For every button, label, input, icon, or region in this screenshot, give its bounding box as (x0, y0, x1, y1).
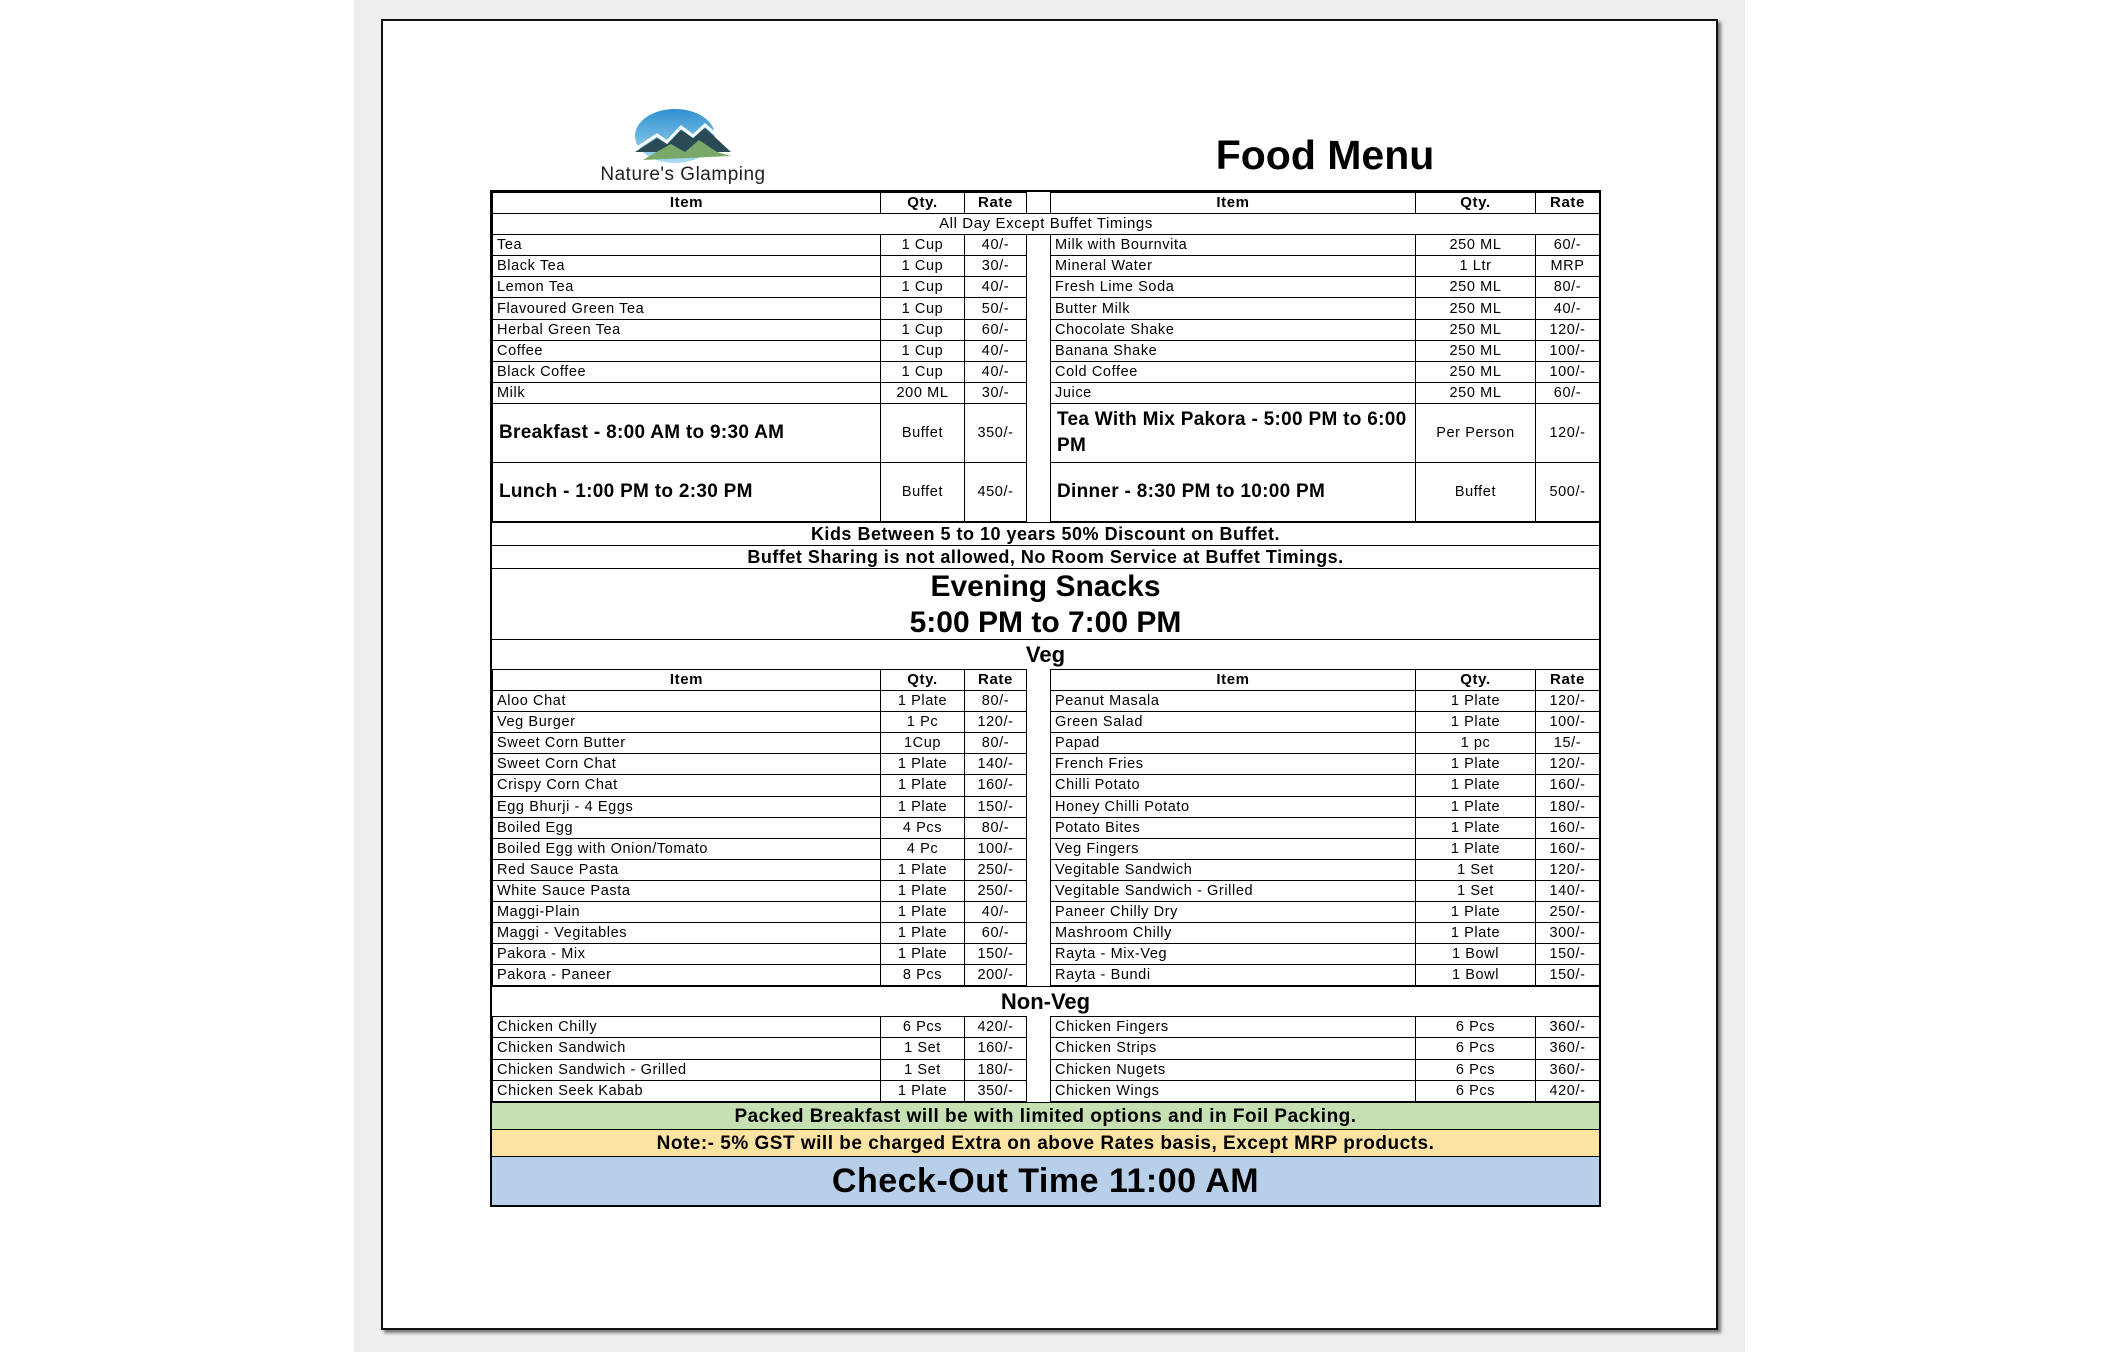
nonveg-section-title: Non-Veg (492, 986, 1599, 1016)
menu-table (490, 190, 1601, 1207)
item-qty: 1 pc (1416, 733, 1536, 754)
menu-row (493, 1080, 1600, 1101)
menu-row (493, 733, 1600, 754)
menu-row (493, 965, 1600, 986)
column-gap (1027, 944, 1051, 965)
item-rate: 100/- (1536, 340, 1600, 361)
item-rate: 420/- (1536, 1080, 1600, 1101)
nonveg-table (492, 1016, 1600, 1101)
item-rate: 350/- (965, 403, 1027, 462)
column-gap (1027, 256, 1051, 277)
page-title: Food Menu (1215, 132, 1435, 178)
mountain-logo-icon (633, 108, 733, 164)
item-name: Chicken Wings (1051, 1080, 1416, 1101)
veg-section-title: Veg (492, 639, 1599, 669)
item-rate: 250/- (1536, 901, 1600, 922)
item-name: Breakfast - 8:00 AM to 9:30 AM (493, 403, 881, 462)
item-rate: 160/- (1536, 838, 1600, 859)
item-name: Lemon Tea (493, 277, 881, 298)
column-gap (1027, 965, 1051, 986)
item-qty: 1 Plate (881, 944, 965, 965)
item-qty: 250 ML (1416, 382, 1536, 403)
item-name: Chicken Strips (1051, 1038, 1416, 1059)
menu-row (493, 859, 1600, 880)
item-name: Honey Chilli Potato (1051, 796, 1416, 817)
header-item: Item (493, 193, 881, 214)
item-name: Butter Milk (1051, 298, 1416, 319)
item-name: White Sauce Pasta (493, 880, 881, 901)
item-rate: 120/- (1536, 403, 1600, 462)
item-qty: Buffet (1416, 462, 1536, 521)
item-name: Black Coffee (493, 361, 881, 382)
column-gap (1027, 901, 1051, 922)
menu-row (493, 235, 1600, 256)
item-name: Pakora - Paneer (493, 965, 881, 986)
column-gap (1027, 796, 1051, 817)
item-rate: 120/- (1536, 691, 1600, 712)
column-gap (1027, 859, 1051, 880)
item-name: Rayta - Mix-Veg (1051, 944, 1416, 965)
column-gap (1027, 880, 1051, 901)
item-name: Maggi-Plain (493, 901, 881, 922)
item-qty: 4 Pcs (881, 817, 965, 838)
item-rate: 150/- (965, 796, 1027, 817)
item-name: Milk with Bournvita (1051, 235, 1416, 256)
item-qty: 1 Plate (1416, 901, 1536, 922)
item-name: Egg Bhurji - 4 Eggs (493, 796, 881, 817)
item-rate: MRP (1536, 256, 1600, 277)
item-name: Vegitable Sandwich (1051, 859, 1416, 880)
menu-row (493, 901, 1600, 922)
item-name: Chicken Sandwich (493, 1038, 881, 1059)
item-name: Mineral Water (1051, 256, 1416, 277)
column-gap (1027, 1038, 1051, 1059)
item-qty: 1 Plate (881, 923, 965, 944)
header-item: Item (1051, 193, 1416, 214)
brand-name: Nature's Glamping (600, 164, 766, 185)
column-gap (1027, 340, 1051, 361)
menu-row (493, 923, 1600, 944)
item-qty: 250 ML (1416, 319, 1536, 340)
item-qty: 1 Cup (881, 277, 965, 298)
item-name: Lunch - 1:00 PM to 2:30 PM (493, 462, 881, 521)
item-qty: 1 Set (1416, 880, 1536, 901)
gst-note: Note:- 5% GST will be charged Extra on above Rates basis, Except MRP products. (492, 1129, 1599, 1156)
item-name: Chicken Nugets (1051, 1059, 1416, 1080)
item-qty: 250 ML (1416, 277, 1536, 298)
item-rate: 60/- (1536, 382, 1600, 403)
menu-row (493, 817, 1600, 838)
item-name: Milk (493, 382, 881, 403)
item-rate: 120/- (965, 712, 1027, 733)
item-name: Coffee (493, 340, 881, 361)
item-qty: 1 Plate (881, 691, 965, 712)
item-rate: 40/- (965, 277, 1027, 298)
column-gap (1027, 403, 1051, 462)
menu-row (493, 361, 1600, 382)
item-rate: 160/- (1536, 817, 1600, 838)
column-gap (1027, 298, 1051, 319)
header-rate: Rate (1536, 669, 1600, 690)
item-name: Mashroom Chilly (1051, 923, 1416, 944)
item-qty: 1 Set (881, 1038, 965, 1059)
item-name: Paneer Chilly Dry (1051, 901, 1416, 922)
veg-table (492, 669, 1600, 986)
item-rate: 150/- (965, 944, 1027, 965)
item-name: French Fries (1051, 754, 1416, 775)
item-rate: 250/- (965, 880, 1027, 901)
column-gap (1027, 923, 1051, 944)
item-qty: 1 Plate (881, 1080, 965, 1101)
item-rate: 150/- (1536, 944, 1600, 965)
menu-row (493, 462, 1600, 521)
item-rate: 250/- (965, 859, 1027, 880)
item-qty: 1 Cup (881, 256, 965, 277)
checkout-time: Check-Out Time 11:00 AM (492, 1156, 1599, 1205)
item-qty: 1 Cup (881, 361, 965, 382)
column-gap (1027, 462, 1051, 521)
column-gap (1027, 277, 1051, 298)
header-item: Item (1051, 669, 1416, 690)
item-qty: 1 Plate (881, 754, 965, 775)
item-name: Boiled Egg with Onion/Tomato (493, 838, 881, 859)
item-qty: 1 Cup (881, 235, 965, 256)
menu-row (493, 838, 1600, 859)
item-rate: 15/- (1536, 733, 1600, 754)
header-rate: Rate (965, 193, 1027, 214)
header-qty: Qty. (1416, 669, 1536, 690)
item-qty: 1 Cup (881, 298, 965, 319)
evening-snacks-header (492, 568, 1599, 639)
item-rate: 40/- (965, 901, 1027, 922)
item-rate: 120/- (1536, 859, 1600, 880)
item-qty: 1 Plate (1416, 838, 1536, 859)
item-rate: 60/- (1536, 235, 1600, 256)
column-gap (1027, 838, 1051, 859)
item-rate: 60/- (965, 319, 1027, 340)
item-qty: 1 Bowl (1416, 944, 1536, 965)
item-rate: 500/- (1536, 462, 1600, 521)
menu-row (493, 340, 1600, 361)
item-qty: 6 Pcs (881, 1017, 965, 1038)
item-rate: 60/- (965, 923, 1027, 944)
item-qty: 1 Ltr (1416, 256, 1536, 277)
item-rate: 120/- (1536, 319, 1600, 340)
item-qty: Buffet (881, 403, 965, 462)
item-name: Peanut Masala (1051, 691, 1416, 712)
item-qty: 1 Plate (1416, 754, 1536, 775)
menu-row (493, 1038, 1600, 1059)
item-qty: 1 Plate (1416, 796, 1536, 817)
menu-row (493, 256, 1600, 277)
item-rate: 40/- (965, 340, 1027, 361)
item-qty: 200 ML (881, 382, 965, 403)
column-gap (1027, 1059, 1051, 1080)
snacks-time: 5:00 PM to 7:00 PM (909, 605, 1182, 639)
item-rate: 350/- (965, 1080, 1027, 1101)
item-rate: 100/- (1536, 712, 1600, 733)
column-gap (1027, 235, 1051, 256)
menu-row (493, 382, 1600, 403)
item-qty: 1 Cup (881, 340, 965, 361)
column-gap (1027, 733, 1051, 754)
item-name: Crispy Corn Chat (493, 775, 881, 796)
column-gap (1027, 754, 1051, 775)
menu-row (493, 1059, 1600, 1080)
item-rate: 300/- (1536, 923, 1600, 944)
item-rate: 30/- (965, 382, 1027, 403)
item-rate: 100/- (1536, 361, 1600, 382)
item-name: Tea (493, 235, 881, 256)
column-gap (1027, 382, 1051, 403)
menu-row (493, 277, 1600, 298)
item-name: Veg Fingers (1051, 838, 1416, 859)
item-rate: 360/- (1536, 1059, 1600, 1080)
item-name: Juice (1051, 382, 1416, 403)
item-rate: 200/- (965, 965, 1027, 986)
item-rate: 140/- (1536, 880, 1600, 901)
kids-discount-notice: Kids Between 5 to 10 years 50% Discount on Buffet. (492, 522, 1599, 545)
item-rate: 30/- (965, 256, 1027, 277)
item-qty: 1 Set (1416, 859, 1536, 880)
item-rate: 80/- (965, 691, 1027, 712)
snacks-title: Evening Snacks (930, 569, 1161, 603)
item-qty: 6 Pcs (1416, 1017, 1536, 1038)
menu-row (493, 712, 1600, 733)
item-qty: 4 Pc (881, 838, 965, 859)
item-rate: 360/- (1536, 1017, 1600, 1038)
item-name: Green Salad (1051, 712, 1416, 733)
brand-logo (573, 108, 793, 188)
item-name: Banana Shake (1051, 340, 1416, 361)
item-name: Maggi - Vegitables (493, 923, 881, 944)
item-qty: Buffet (881, 462, 965, 521)
column-gap (1027, 1080, 1051, 1101)
header-qty: Qty. (881, 193, 965, 214)
item-rate: 140/- (965, 754, 1027, 775)
item-name: Chicken Chilly (493, 1017, 881, 1038)
item-rate: 40/- (1536, 298, 1600, 319)
item-name: Boiled Egg (493, 817, 881, 838)
menu-row (493, 775, 1600, 796)
item-qty: 6 Pcs (1416, 1059, 1536, 1080)
column-gap (1027, 361, 1051, 382)
item-qty: 1 Plate (1416, 923, 1536, 944)
item-qty: 1Cup (881, 733, 965, 754)
header-qty: Qty. (881, 669, 965, 690)
table-header (493, 669, 1600, 690)
item-qty: 1 Plate (1416, 712, 1536, 733)
item-rate: 100/- (965, 838, 1027, 859)
item-name: Sweet Corn Chat (493, 754, 881, 775)
item-name: Chicken Seek Kabab (493, 1080, 881, 1101)
item-rate: 40/- (965, 361, 1027, 382)
menu-row (493, 796, 1600, 817)
header-rate: Rate (965, 669, 1027, 690)
item-rate: 360/- (1536, 1038, 1600, 1059)
item-name: Chicken Sandwich - Grilled (493, 1059, 881, 1080)
menu-row (493, 403, 1600, 462)
menu-row (493, 880, 1600, 901)
item-name: Cold Coffee (1051, 361, 1416, 382)
buffet-sharing-notice: Buffet Sharing is not allowed, No Room Service at Buffet Timings. (492, 545, 1599, 568)
column-gap (1027, 691, 1051, 712)
item-qty: 250 ML (1416, 340, 1536, 361)
item-qty: 1 Set (881, 1059, 965, 1080)
item-rate: 50/- (965, 298, 1027, 319)
item-name: Fresh Lime Soda (1051, 277, 1416, 298)
item-name: Pakora - Mix (493, 944, 881, 965)
item-rate: 180/- (965, 1059, 1027, 1080)
item-name: Aloo Chat (493, 691, 881, 712)
item-qty: 8 Pcs (881, 965, 965, 986)
beverage-table (492, 192, 1600, 522)
item-name: Dinner - 8:30 PM to 10:00 PM (1051, 462, 1416, 521)
menu-row (493, 691, 1600, 712)
item-rate: 120/- (1536, 754, 1600, 775)
item-name: Rayta - Bundi (1051, 965, 1416, 986)
item-name: Herbal Green Tea (493, 319, 881, 340)
item-qty: 6 Pcs (1416, 1080, 1536, 1101)
item-name: Papad (1051, 733, 1416, 754)
item-rate: 160/- (965, 775, 1027, 796)
item-rate: 450/- (965, 462, 1027, 521)
item-qty: 1 Plate (881, 859, 965, 880)
menu-row (493, 944, 1600, 965)
menu-row (493, 1017, 1600, 1038)
item-qty: 1 Plate (881, 775, 965, 796)
item-rate: 160/- (965, 1038, 1027, 1059)
item-name: Tea With Mix Pakora - 5:00 PM to 6:00 PM (1051, 403, 1416, 462)
item-rate: 420/- (965, 1017, 1027, 1038)
item-qty: Per Person (1416, 403, 1536, 462)
item-rate: 80/- (965, 733, 1027, 754)
column-gap (1027, 1017, 1051, 1038)
item-qty: 1 Plate (881, 796, 965, 817)
item-qty: 1 Pc (881, 712, 965, 733)
menu-row (493, 298, 1600, 319)
item-qty: 1 Plate (1416, 817, 1536, 838)
item-name: Vegitable Sandwich - Grilled (1051, 880, 1416, 901)
item-rate: 80/- (965, 817, 1027, 838)
item-name: Black Tea (493, 256, 881, 277)
item-name: Sweet Corn Butter (493, 733, 881, 754)
column-gap (1027, 817, 1051, 838)
packed-breakfast-note: Packed Breakfast will be with limited options and in Foil Packing. (492, 1102, 1599, 1129)
item-name: Chilli Potato (1051, 775, 1416, 796)
item-qty: 1 Plate (881, 880, 965, 901)
item-qty: 1 Bowl (1416, 965, 1536, 986)
item-rate: 150/- (1536, 965, 1600, 986)
column-gap (1027, 712, 1051, 733)
item-rate: 80/- (1536, 277, 1600, 298)
item-rate: 160/- (1536, 775, 1600, 796)
item-name: Veg Burger (493, 712, 881, 733)
item-qty: 1 Plate (1416, 775, 1536, 796)
item-name: Flavoured Green Tea (493, 298, 881, 319)
item-qty: 1 Plate (881, 901, 965, 922)
item-name: Potato Bites (1051, 817, 1416, 838)
item-qty: 250 ML (1416, 235, 1536, 256)
header-qty: Qty. (1416, 193, 1536, 214)
item-qty: 1 Cup (881, 319, 965, 340)
table-header (493, 193, 1600, 214)
menu-row (493, 319, 1600, 340)
header-rate: Rate (1536, 193, 1600, 214)
item-rate: 40/- (965, 235, 1027, 256)
item-qty: 6 Pcs (1416, 1038, 1536, 1059)
item-rate: 180/- (1536, 796, 1600, 817)
item-name: Chicken Fingers (1051, 1017, 1416, 1038)
header-item: Item (493, 669, 881, 690)
all-day-label: All Day Except Buffet Timings (493, 214, 1600, 235)
item-qty: 250 ML (1416, 361, 1536, 382)
menu-row (493, 754, 1600, 775)
column-gap (1027, 319, 1051, 340)
item-qty: 250 ML (1416, 298, 1536, 319)
item-qty: 1 Plate (1416, 691, 1536, 712)
item-name: Red Sauce Pasta (493, 859, 881, 880)
column-gap (1027, 775, 1051, 796)
item-name: Chocolate Shake (1051, 319, 1416, 340)
